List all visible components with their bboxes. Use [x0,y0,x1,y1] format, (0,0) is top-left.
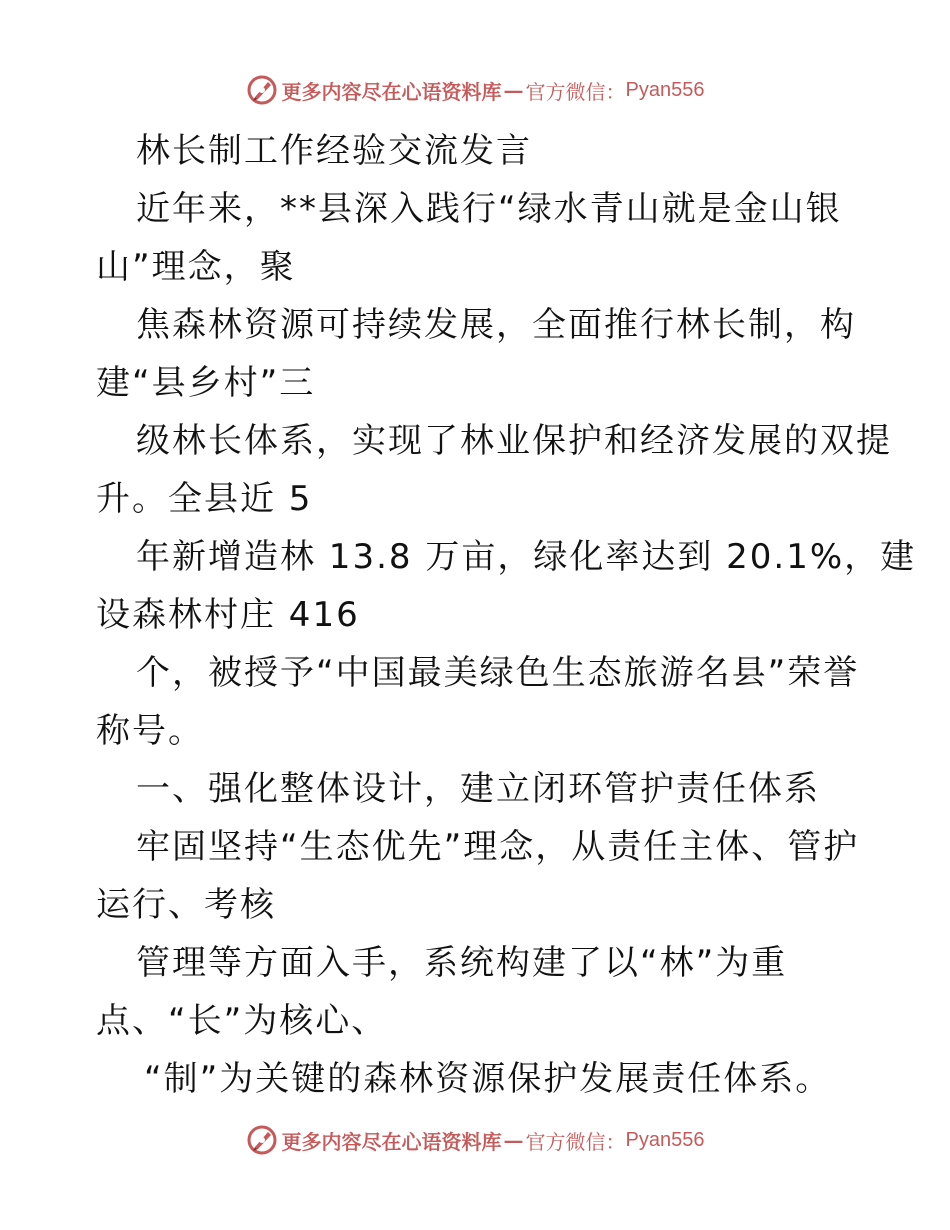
brand-logo-icon [246,1124,278,1156]
footer-watermark [0,1120,950,1160]
watermark-site-text: 更多内容尽在心语资料库 [281,79,502,104]
body-line: 称号。 [96,711,204,751]
watermark-site-text: 更多内容尽在心语资料库 [281,1129,502,1154]
body-line: 管理等方面入手，系统构建了以“林”为重 [136,943,788,983]
body-line: 焦森林资源可持续发展，全面推行林长制，构 [136,305,856,345]
body-line: 设森林村庄 416 [96,595,360,635]
watermark-wechat-label: 官方微信： [525,79,626,104]
body-line: “制”为关键的森林资源保护发展责任体系。 [144,1059,832,1099]
body-line: 建“县乡村”三 [96,363,316,403]
section-heading: 一、强化整体设计，建立闭环管护责任体系 [136,769,820,809]
body-line: 运行、考核 [96,885,276,925]
watermark-dash: — [503,1128,524,1152]
body-line: 点、“长”为核心、 [96,1001,388,1041]
watermark-wechat-handle: Pyan556 [625,78,705,101]
brand-logo-icon [246,74,278,106]
watermark-wechat-label: 官方微信： [525,1129,626,1154]
header-watermark [0,70,950,110]
watermark-dash: — [503,78,524,102]
body-line: 级林长体系，实现了林业保护和经济发展的双提 [136,421,892,461]
document-body [96,122,917,1108]
body-line: 个，被授予“中国最美绿色生态旅游名县”荣誉 [136,653,860,693]
body-line: 近年来，**县深入践行“绿水青山就是金山银 [136,189,842,229]
document-title: 林长制工作经验交流发言 [136,131,532,171]
body-line: 升。全县近 5 [96,479,313,519]
watermark-wechat-handle: Pyan556 [625,1128,705,1151]
body-line: 牢固坚持“生态优先”理念，从责任主体、管护 [136,827,860,867]
body-line: 年新增造林 13.8 万亩，绿化率达到 20.1%，建 [136,537,917,577]
body-line: 山”理念，聚 [96,247,296,287]
